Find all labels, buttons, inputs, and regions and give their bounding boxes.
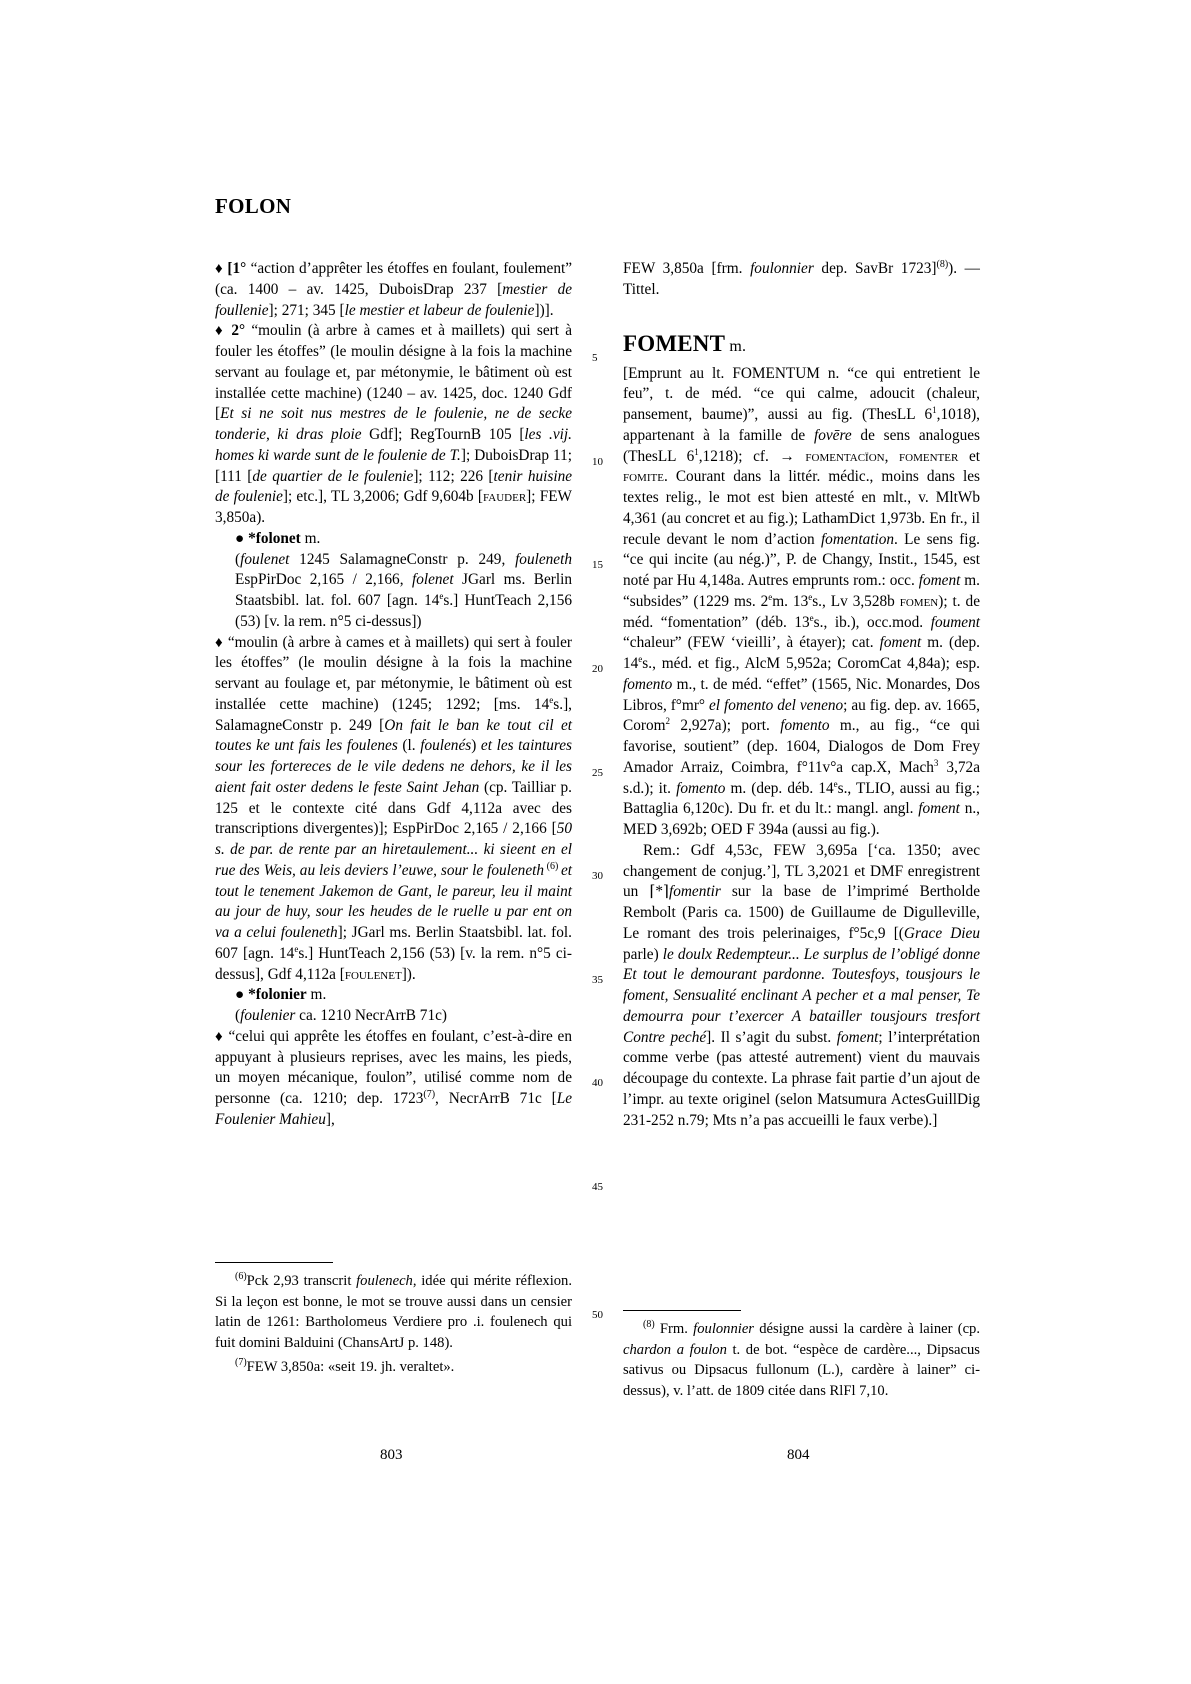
- quotation: Grace Dieu: [903, 924, 980, 942]
- form: folenet: [411, 571, 454, 589]
- quotation: mestier de foullenie: [215, 280, 573, 319]
- superscript: e: [549, 694, 554, 705]
- text: ). — Tittel.: [623, 260, 980, 298]
- form: fomento: [623, 675, 673, 693]
- text: s.] HuntTeach 2,156 (53) [v. la rem. n°5 ci-dessus]): [235, 592, 572, 630]
- form: fomentation: [820, 530, 895, 548]
- text: EspPirDoc 2,165 / 2,166,: [235, 571, 412, 589]
- line-number: 35: [592, 974, 603, 986]
- text: s., Lv 3,528b: [812, 592, 900, 610]
- right-footnotes: [623, 1310, 980, 1401]
- circle-bullet-icon: ●: [235, 986, 245, 1004]
- superscript: e: [638, 653, 643, 664]
- text: s.] HuntTeach 2,156 (53) [v. la rem. n°5 ci-dessus], Gdf 4,112a [: [215, 944, 572, 983]
- text: ; au fig. dep. av. 1665, Corom: [623, 696, 980, 735]
- superscript: 1: [694, 446, 699, 457]
- form: foulenet: [240, 550, 290, 568]
- sub-entry-folonet: [215, 529, 572, 550]
- footnote-number: (7): [235, 1357, 247, 1369]
- quotation: foulenés: [420, 737, 472, 755]
- footnote-6: [215, 1271, 572, 1353]
- superscript: e: [808, 591, 813, 602]
- grammar-label: m.: [306, 986, 327, 1004]
- line-number: 15: [592, 559, 603, 571]
- form: foulonnier: [750, 260, 814, 277]
- text: m., t. de méd. “effet” (1565, Nic. Monardes, Dos Libros, f°mr°: [623, 675, 980, 714]
- cross-reference: foulenet: [344, 965, 402, 983]
- text: (: [235, 1007, 241, 1024]
- text: ],: [325, 1110, 335, 1128]
- text: “chaleur” (FEW ‘vieilli’, à étayer); cat.: [623, 634, 880, 652]
- text: . Courant dans la littér. médic., moins dans les textes relig., le mot est bien attesté en mlt., v. MltWb 4,361 (au concret et au fig.); LathamDict 1,973b. En fr., il recule devant le nom d’action: [623, 468, 980, 548]
- form: foment: [879, 634, 922, 652]
- text: ]; JGarl ms. Berlin Staatsbibl. lat. fol. 607 [agn. 14: [215, 924, 572, 962]
- footnote-ref[interactable]: (7): [423, 1088, 436, 1100]
- text: “moulin (à arbre à cames et à maillets) qui sert à fouler les étoffes” (le moulin désigne à la fois la machine servant au foulage et, par métonymie, le bâtiment où est installée cette machine) (1245; 1292; [ms. 14: [215, 633, 572, 713]
- diamond-bullet-icon: ♦: [215, 1028, 224, 1045]
- text: t. de bot. “espèce de cardère..., Dipsacus sativus ou Dipsacus fullonum (L.), cardère à lainer” ci-dessus), v. l’att. de 1809 citée dans RlFl 7,10.: [623, 1341, 980, 1399]
- diamond-bullet-icon: ♦: [215, 634, 224, 651]
- quotation: el fomento del veneno: [708, 696, 844, 714]
- form: foument: [930, 613, 980, 631]
- sub-entry-headword: *folonet: [248, 529, 301, 547]
- text: et: [958, 447, 980, 465]
- text: (: [235, 550, 241, 568]
- quotation: Le Foulenier Mahieu: [215, 1090, 572, 1128]
- text: “celui qui apprête les étoffes en foulant, c’est-à-dire en appuyant à plusieurs reprises, avec les mains, les pieds, un moyen mécanique, foulon”, utilisé comme nom de personne (ca. 1210; dep. 1723: [215, 1027, 572, 1107]
- text: m. (dep. déb. 14: [725, 779, 834, 797]
- text: 2,927a); port.: [670, 717, 781, 735]
- text: , idée qui mérite réflexion. Si la leçon est bonne, le mot se trouve aussi dans un censier latin de 1261: Bartholomeus Verdiere pro .i. foulenech qui fuit domini Balduini (ChansArtJ p. 148).: [215, 1273, 572, 1351]
- text: ]).: [401, 965, 416, 983]
- text: “moulin (à arbre à cames et à maillets) qui sert à fouler les étoffes” (le moulin désigne à la fois la machine servant au foulage et, par métonymie, le bâtiment où est installée cette machine) (1240 – av. 1425, doc. 1240 Gdf [: [215, 322, 572, 423]
- text: 1245 SalamagneConstr p. 249,: [289, 550, 516, 568]
- left-footnotes: [215, 1262, 572, 1378]
- sense-paragraph: [215, 1027, 572, 1131]
- form: fovēre: [813, 426, 852, 444]
- superscript: e: [768, 591, 773, 602]
- form: fouleneth: [515, 550, 572, 568]
- superscript: 1: [932, 404, 937, 415]
- sub-entry-headword: *folonier: [248, 986, 307, 1004]
- line-number: 25: [592, 767, 603, 779]
- form: foment: [918, 800, 960, 818]
- form: foment: [918, 572, 961, 589]
- line-number: 50: [592, 1309, 603, 1321]
- superscript: 2: [665, 716, 670, 727]
- text: , NecrArrB 71c [: [435, 1090, 557, 1107]
- text: ]; DuboisDrap 11; [111 [: [215, 446, 572, 485]
- footnote-rule: [623, 1310, 741, 1311]
- text: sur la base de l’imprimé Bertholde Rembolt (Paris ca. 1500) de Guillaume de Digulleville, Le romant des trois pelerinaiges, f°5c,9 [(: [623, 883, 980, 942]
- text: (l.: [397, 737, 421, 755]
- form: chardon a foulon: [623, 1341, 727, 1358]
- form: fomento: [780, 717, 830, 735]
- line-number: 5: [592, 352, 598, 364]
- text: 3,72a s.d.); it.: [623, 758, 980, 797]
- quotation: 50 s. de par. de rente par an hiretaulement... ki sieent en el rue des Weis, au leis deviers l’euwe, sour le fouleneth: [215, 820, 572, 879]
- diamond-bullet-icon: ♦: [215, 323, 226, 340]
- text: parle): [623, 945, 663, 963]
- diamond-bullet-icon: ♦: [215, 261, 224, 277]
- text: ca. 1210 NecrArrB 71c): [295, 1007, 447, 1024]
- cross-reference: fomen: [899, 592, 939, 610]
- grammar-label: m.: [725, 337, 747, 355]
- footnote-number: (6): [235, 1271, 247, 1283]
- text: Rem.: Gdf 4,53c, FEW 3,695a [‘ca. 1350; avec changement de conjug.’], TL 3,2021 et DMF enregistrent un: [623, 841, 980, 901]
- footnote-ref[interactable]: (8): [936, 258, 949, 270]
- line-number: 40: [592, 1077, 603, 1089]
- entry-headword: [623, 331, 980, 360]
- circle-bullet-icon: ●: [235, 529, 245, 547]
- quotation: tenir huisine de foulenie: [215, 467, 573, 506]
- text: JGarl ms. Berlin Staatsbibl. lat. fol. 607 [agn. 14: [235, 571, 572, 609]
- text: Frm.: [654, 1321, 694, 1337]
- text: ])].: [534, 301, 554, 319]
- text: ]; etc.], TL 3,2006; Gdf 9,604b [: [282, 488, 483, 506]
- quotation: le doulx Redempteur... Le surplus de l’obligé donne Et tout le demourant pardonne. Toutesfoys, tousjours le foment, Sensualité enclinant A pecher et a mal penser, Te demourra pour t’exercer A batailler tousjours tresfort Contre peché: [623, 945, 980, 1046]
- headword: FOMENT: [623, 330, 726, 356]
- line-number: 45: [592, 1181, 603, 1193]
- text: ); t. de méd. “fomentation” (déb. 13: [623, 592, 980, 631]
- remark-paragraph: [623, 841, 980, 1132]
- text: m. “subsides” (1229 ms. 2: [623, 572, 980, 610]
- footnote-7: [215, 1357, 572, 1378]
- etymology-paragraph: [623, 364, 980, 841]
- footnote-ref[interactable]: (6): [544, 860, 561, 872]
- superscript: e: [439, 590, 444, 601]
- sub-entry-folonier: [215, 985, 572, 1006]
- sense-2-paragraph: [215, 321, 572, 529]
- text: m. 13: [772, 592, 809, 610]
- left-column: [215, 259, 572, 1131]
- forms-paragraph: [215, 1006, 572, 1027]
- footnote-number: (8): [643, 1319, 655, 1331]
- text: ,1218); cf. →: [698, 447, 806, 465]
- text: ]; 112; 226 [: [413, 467, 494, 485]
- text: ): [471, 737, 481, 755]
- line-number: 10: [592, 456, 603, 468]
- text: s., ib.), occ.mod.: [813, 613, 931, 631]
- quotation: les .vij. homes ki warde sunt de le foulenie de T.: [215, 426, 572, 464]
- page-number-right: 804: [787, 1447, 810, 1463]
- form: fomentir: [668, 883, 721, 901]
- superscript: e: [294, 943, 299, 954]
- text: n., MED 3,692b; OED F 394a (aussi au fig.).: [623, 800, 980, 838]
- text: m. (dep. 14: [623, 634, 980, 672]
- text: (cp. Tailliar p. 125 et le contexte cité dans Gdf 4,112a avec des transcriptions divergentes)]; EspPirDoc 2,165 / 2,166 [: [215, 778, 572, 838]
- text: s., méd. et fig., AlcM 5,952a; CoromCat 4,84a); esp.: [642, 655, 980, 672]
- text: ; l’interprétation comme verbe (pas attesté autrement) vient du mauvais découpage du contexte. La phrase fait partie d’un ajout de l’impr. au texte originel (selon Matsumura ActesGuillDig 231-252 n.79; Mts n’a pas accueilli le faux verbe).]: [623, 1028, 980, 1129]
- form: foulonnier: [693, 1321, 754, 1337]
- bracket-mark: ⌈*⌉: [649, 883, 669, 901]
- text: FEW 3,850a: «seit 19. jh. veraltet».: [246, 1359, 455, 1375]
- text: ,1018), appartenant à la famille de: [623, 406, 980, 444]
- text: Pck 2,93 transcrit: [246, 1273, 357, 1289]
- quotation: et les taintures sour les fortereces de le vile dedens ne dehors, ke il les aient fait oster dedens le feste Saint Jehan: [215, 737, 573, 796]
- continuation-paragraph: [623, 259, 980, 301]
- sense-paragraph: [215, 633, 572, 986]
- line-number: 20: [592, 663, 603, 675]
- text: s., TLIO, aussi au fig.; Battaglia 6,120c). Du fr. et du lt.: mangl. angl.: [623, 779, 981, 818]
- text: s.], SalamagneConstr p. 249 [: [215, 695, 572, 734]
- cross-reference: fauder: [482, 488, 527, 506]
- text: dep. SavBr 1723]: [813, 260, 937, 277]
- sense-number: [1°: [227, 260, 247, 277]
- running-head: FOLON: [215, 194, 292, 218]
- sense-1-paragraph: [215, 259, 572, 321]
- cross-reference: fomentacïon, fomenter: [805, 447, 959, 465]
- quotation: Et si ne soit nus mestres de le foulenie, ne de secke tonderie, ki dras ploie: [215, 405, 572, 443]
- page-number-left: 803: [380, 1447, 403, 1463]
- forms-paragraph: [215, 550, 572, 633]
- superscript: e: [809, 612, 814, 623]
- form: foulenech: [356, 1273, 413, 1289]
- text: [Emprunt au lt. FOMENTUM n. “ce qui entretient le feu”, t. de méd. “ce qui calme, adoucit (chaleur, pansement, baume)”, aussi au fig. (ThesLL 6: [623, 364, 980, 423]
- text: m., au fig., “ce qui favorise, soutient” (dep. 1604, Dialogos de Dom Frey Amador Arraiz, Coimbra, f°11v°a cap.X, Mach: [623, 717, 980, 776]
- text: Gdf]; RegTournB 105 [: [361, 426, 525, 443]
- superscript: e: [833, 778, 838, 789]
- form: foment: [836, 1028, 879, 1046]
- footnote-rule: [215, 1262, 333, 1263]
- text: FEW 3,850a [frm.: [623, 260, 751, 277]
- grammar-label: m.: [300, 529, 321, 547]
- text: ]. Il s’agit du subst.: [706, 1028, 837, 1046]
- footnote-8: [623, 1319, 980, 1401]
- text: “action d’apprêter les étoffes en foulant, foulement” (ca. 1400 – av. 1425, DuboisDrap 237 [: [215, 260, 573, 298]
- quotation: On fait le ban ke tout cil et toutes ke unt fais les foulenes: [215, 716, 572, 755]
- quotation: de quartier de le foulenie: [252, 467, 414, 485]
- line-number: 30: [592, 870, 603, 882]
- superscript: 3: [933, 757, 939, 768]
- form: foulenier: [240, 1007, 296, 1024]
- quotation: et tout le tenement Jakemon de Gant, le pareur, leu il maint au jour de huy, sour les heudes de le ruelle u par ent on va a celui fouleneth: [215, 861, 572, 941]
- text: . Le sens fig. “ce qui incite (au nég.)”, P. de Changy, Instit., 1545, est noté par Hu 4,148a. Autres emprunts rom.: occ.: [623, 530, 981, 589]
- text: désigne aussi la cardère à lainer (cp.: [753, 1321, 980, 1337]
- text: de sens analogues (ThesLL 6: [623, 426, 980, 465]
- text: ]; 271; 345 [: [268, 301, 345, 319]
- cross-reference: fomite: [623, 468, 664, 486]
- text: ]; FEW 3,850a).: [215, 488, 572, 526]
- sense-number: 2°: [231, 322, 246, 340]
- quotation: le mestier et labeur de foulenie: [344, 301, 535, 319]
- form: fomento: [676, 779, 726, 797]
- right-column: [623, 259, 980, 1131]
